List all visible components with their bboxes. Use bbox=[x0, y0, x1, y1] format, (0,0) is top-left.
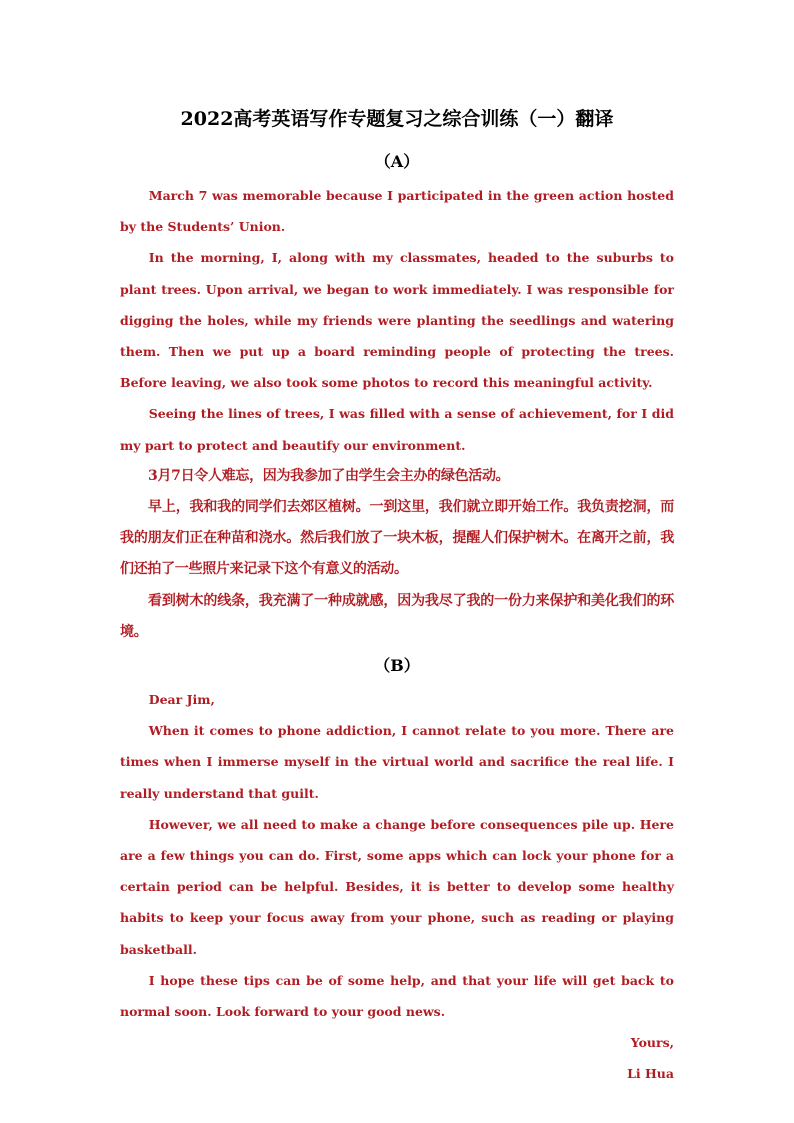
section-a-english-paragraph-1: March 7 was memorable because I participated in the green action hosted by the Students’ Union. bbox=[120, 188, 674, 235]
section-a-english-paragraph-3: Seeing the lines of trees, I was filled with a sense of achievement, for I did my part to protect and beautify our environment. bbox=[120, 406, 674, 453]
section-a-english-paragraph-2: In the morning, I, along with my classmates, headed to the suburbs to plant trees. Upon arrival, we began to work immediately. I was responsible for digging the holes, while my friends were planting the seedlings and watering them. Then we put up a board reminding people of protecting the trees. Before leaving, we also took some photos to record this meaningful activity. bbox=[120, 250, 674, 391]
section-a-chinese-paragraph-3: 看到树木的线条，我充满了一种成就感，因为我尽了我的一份力来保护和美化我们的环境。 bbox=[120, 592, 674, 640]
letter-signature: Li Hua bbox=[627, 1066, 674, 1082]
section-a-chinese-paragraph-1: 3月7日令人难忘，因为我参加了由学生会主办的绿色活动。 bbox=[148, 467, 510, 484]
section-b-label: （B） bbox=[374, 656, 420, 676]
letter-closing: Yours, bbox=[630, 1035, 674, 1051]
letter-paragraph-3: I hope these tips can be of some help, and that your life will get back to normal soon. Look forward to your good news. bbox=[120, 972, 674, 1020]
letter-salutation: Dear Jim, bbox=[148, 692, 215, 708]
document-title: 2022高考英语写作专题复习之综合训练（一）翻译 bbox=[180, 108, 614, 130]
section-a-chinese-paragraph-2: 早上，我和我的同学们去郊区植树。一到这里，我们就立即开始工作。我负责挖洞，而我的朋友们正在种苗和浇水。然后我们放了一块木板，提醒人们保护树木。在离开之前，我们还拍了一些照片来记录下这个有意义的活动。 bbox=[120, 499, 674, 578]
section-a-label: （A） bbox=[374, 152, 420, 171]
letter-paragraph-2: However, we all need to make a change before consequences pile up. Here are a few things you can do. First, some apps which can lock your phone for a certain period can be helpful. Besides, it is better to develop some healthy habits to keep your focus away from your phone, such as reading or playing basketball. bbox=[120, 816, 674, 957]
letter-paragraph-1: When it comes to phone addiction, I cannot relate to you more. There are times when I immerse myself in the virtual world and sacrifice the real life. I really understand that guilt. bbox=[120, 723, 674, 801]
